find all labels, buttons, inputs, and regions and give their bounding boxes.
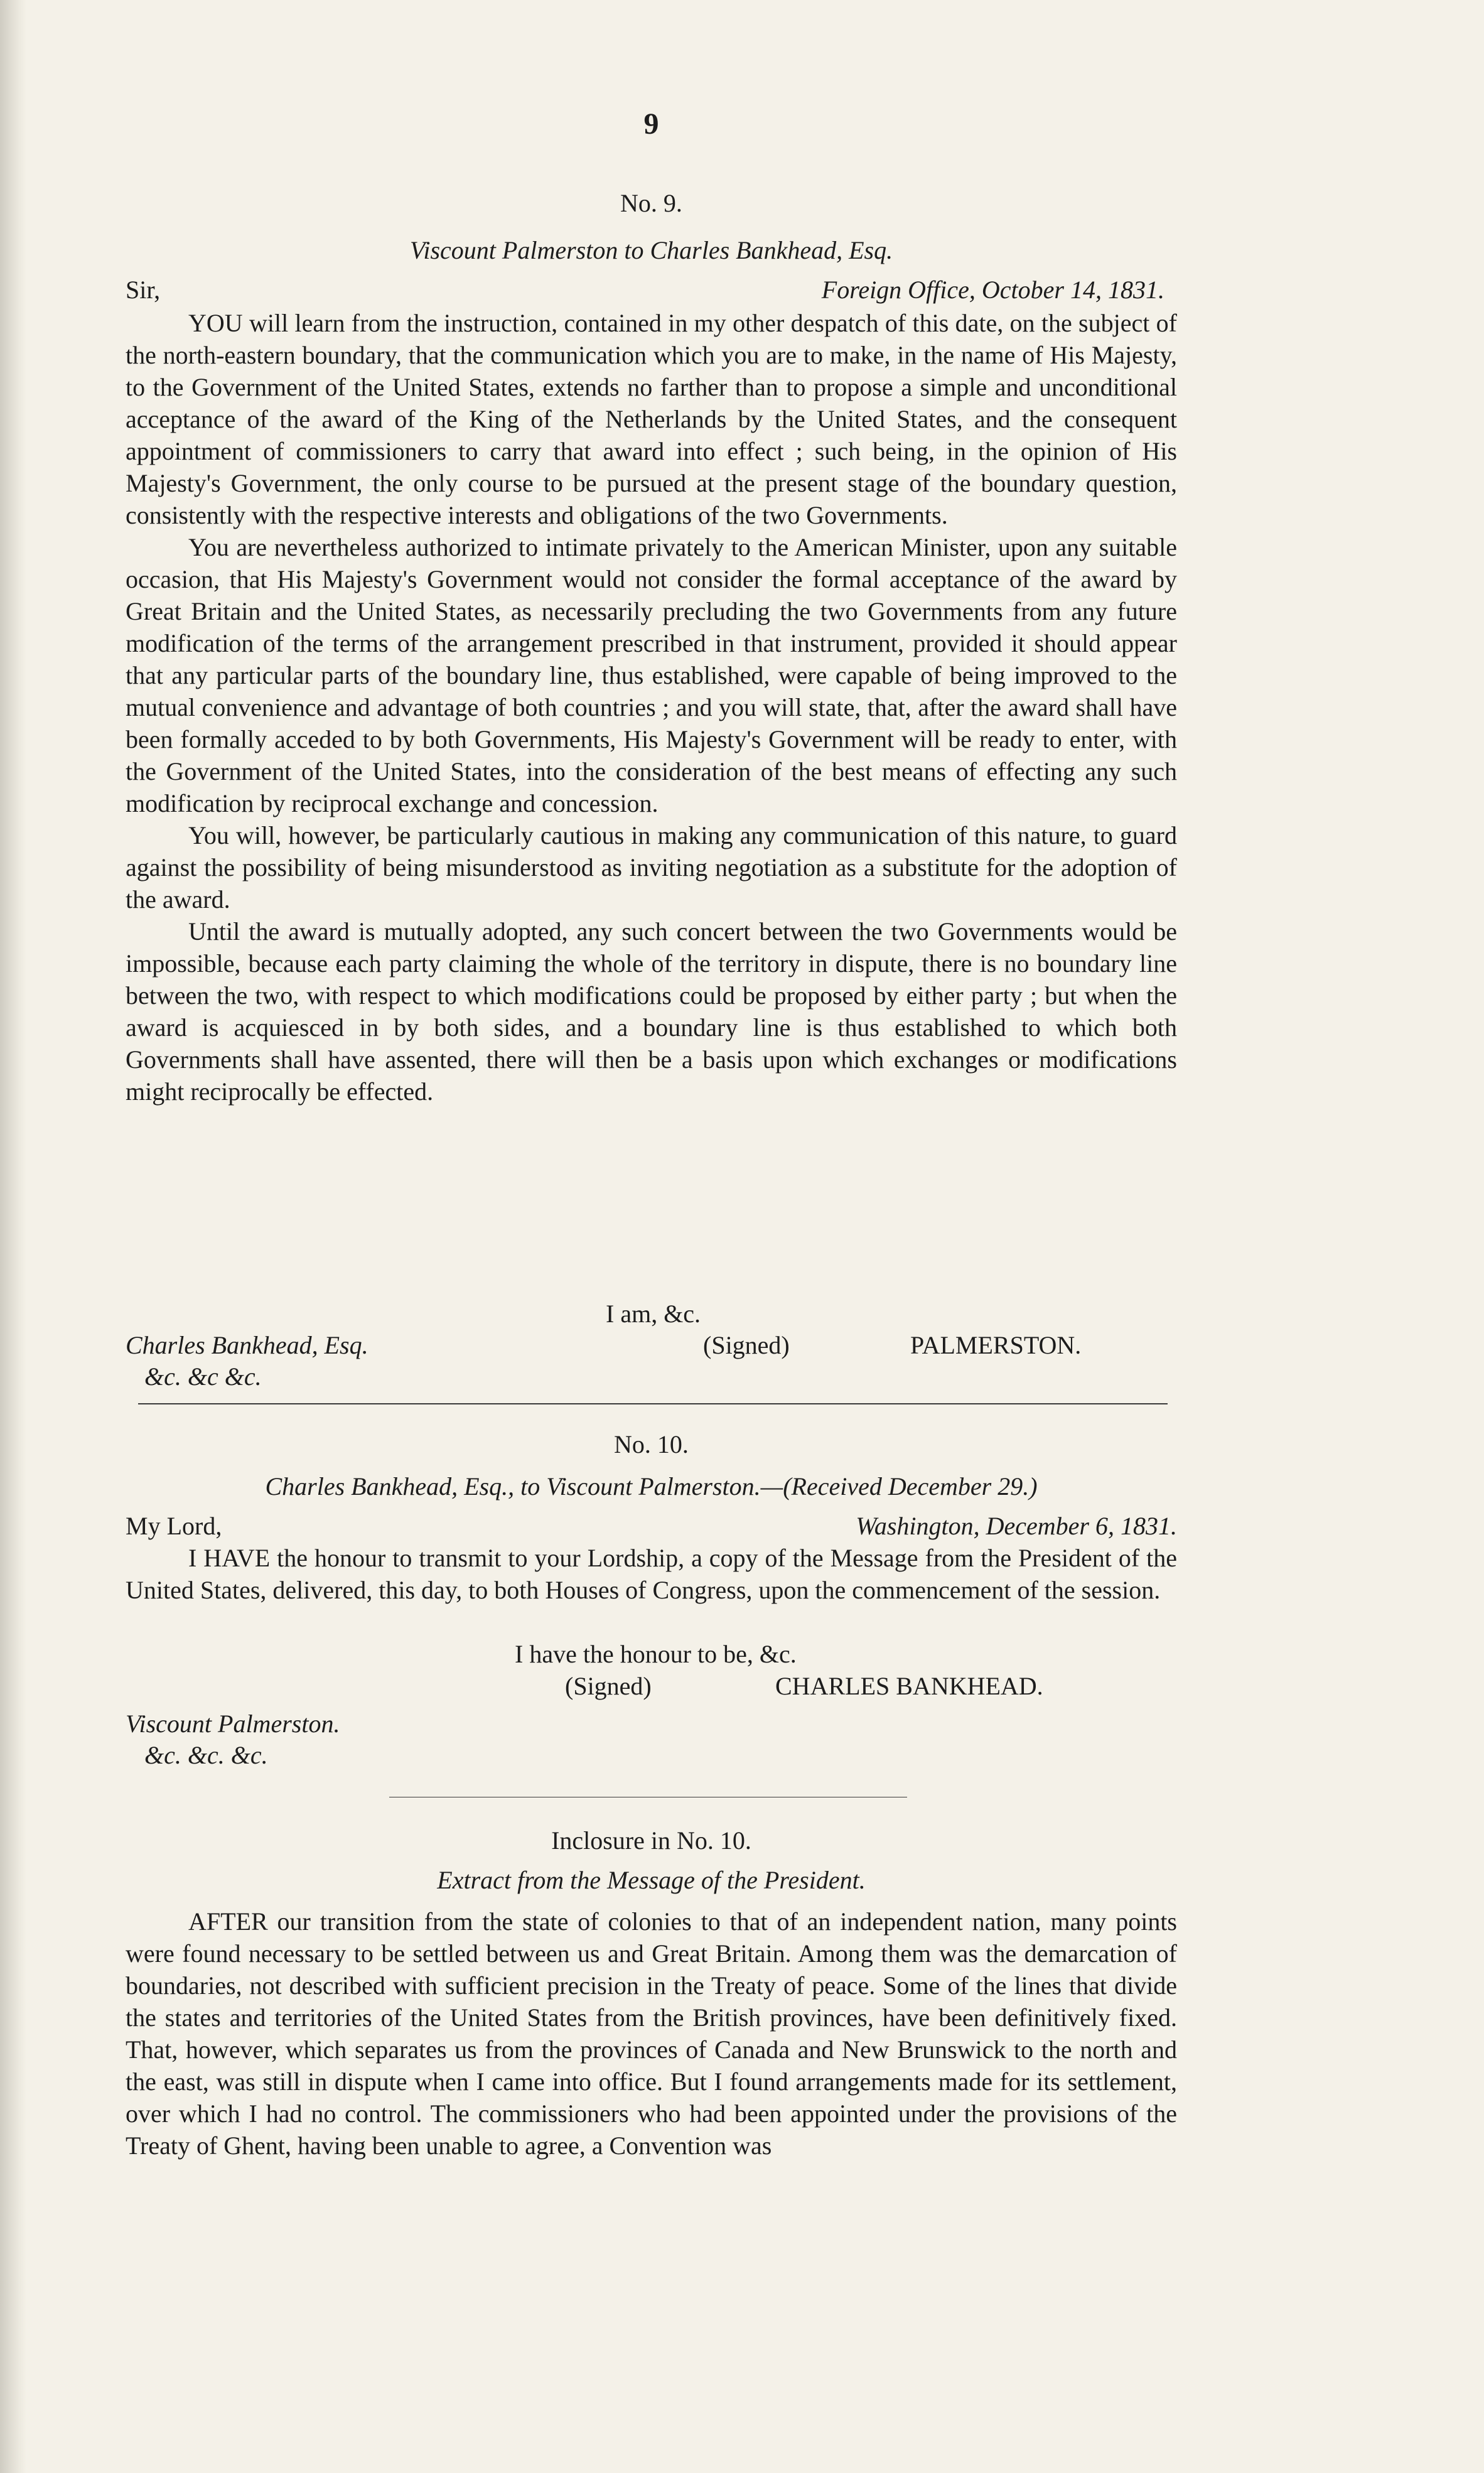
letter9-body (126, 307, 1177, 1107)
page-gutter-shadow (0, 0, 26, 2473)
letter10-addressee: Viscount Palmerston. (126, 1710, 340, 1738)
letter9-number: No. 9. (620, 189, 682, 217)
document-page (126, 0, 1177, 2473)
inclosure-subtitle: Extract from the Message of the President. (437, 1866, 866, 1894)
letter10-salutation: My Lord, (126, 1512, 222, 1540)
section-divider (138, 1403, 1168, 1404)
letter9-paragraph: YOU will learn from the instruction, contained in my other despatch of this date, on the subject of the north-eastern boundary, that the communication which you are to make, in the name of His Majesty, to the Government of the United States, extends no farther than to propose a simple and unconditional acceptance of the award of the King of the Netherlands by the United States, and the consequent appointment of commissioners to carry that award into effect ; such being, in the opinion of His Majesty's Government, the only course to be pursued at the present stage of the boundary question, consistently with the respective interests and obligations of the two Governments. (126, 309, 1177, 529)
letter9-paragraph: You will, however, be particularly cautious in making any communication of this nature, to guard against the possibility of being misunderstood as inviting negotiation as a substitute for the adoption of the award. (126, 821, 1177, 913)
letter9-heading: Viscount Palmerston to Charles Bankhead, Esq. (409, 236, 893, 264)
inclosure-title: Inclosure in No. 10. (551, 1826, 751, 1855)
letter10-closing: I have the honour to be, &c. (515, 1640, 797, 1668)
letter10-paragraph: I HAVE the honour to transmit to your Lordship, a copy of the Message from the President of the United States, delivered, this day, to both Houses of Congress, upon the commencement of the session. (126, 1544, 1177, 1604)
letter9-addressee-etc: &c. &c &c. (144, 1362, 262, 1391)
inclosure-paragraph: AFTER our transition from the state of colonies to that of an independent nation, many points were found necessary to be settled between us and Great Britain. Among them was the demarcation of boundaries, not described with sufficient precision in the Treaty of peace. Some of the lines that divide the states and territories of the United States from the British provinces, have been definitively fixed. That, however, which separates us from the provinces of Canada and New Brunswick to the north and the east, was still in dispute when I came into office. But I found arrangements made for its settlement, over which I had no control. The commissioners who had been appointed under the provisions of the Treaty of Ghent, having been unable to agree, a Convention was (126, 1907, 1177, 2160)
inclosure-body (126, 1905, 1177, 2162)
page-number: 9 (643, 107, 659, 141)
letter10-number: No. 10. (614, 1430, 689, 1458)
letter9-dateline: Foreign Office, October 14, 1831. (821, 276, 1164, 304)
letter9-addressee: Charles Bankhead, Esq. (126, 1331, 368, 1359)
letter10-body (126, 1542, 1177, 1606)
letter9-paragraph: Until the award is mutually adopted, any such concert between the two Governments would be impossible, because each party claiming the whole of the territory in dispute, there is no boundary line between the two, with respect to which modifications could be proposed by either party ; but when the award is acquiesced in by both sides, and a boundary line is thus established to which both Governments shall have assented, there will then be a basis upon which exchanges or modifications might reciprocally be effected. (126, 917, 1177, 1106)
letter9-salutation: Sir, (126, 276, 161, 304)
letter9-closing: I am, &c. (606, 1300, 701, 1328)
letter9-paragraph: You are nevertheless authorized to intimate privately to the American Minister, upon any suitable occasion, that His Majesty's Government would not consider the formal acceptance of the award by Great Britain and the United States, as necessarily precluding the two Governments from any future modification of the terms of the arrangement prescribed in that instrument, provided it should appear that any particular parts of the boundary line, thus established, were capable of being improved to the mutual convenience and advantage of both countries ; and you will state, that, after the award shall have been formally acceded to by both Governments, His Majesty's Government will be ready to enter, with the Government of the United States, into the consideration of the best means of effecting any such modification by reciprocal exchange and concession. (126, 533, 1177, 817)
letter9-signed: (Signed) (703, 1331, 790, 1359)
letter9-signature: PALMERSTON. (910, 1331, 1082, 1359)
letter10-dateline: Washington, December 6, 1831. (856, 1512, 1177, 1540)
letter10-signed: (Signed) (565, 1672, 652, 1700)
letter10-addressee-etc: &c. &c. &c. (144, 1741, 268, 1769)
letter10-signature: CHARLES BANKHEAD. (775, 1672, 1043, 1700)
letter10-heading: Charles Bankhead, Esq., to Viscount Palmerston.—(Received December 29.) (265, 1472, 1038, 1501)
